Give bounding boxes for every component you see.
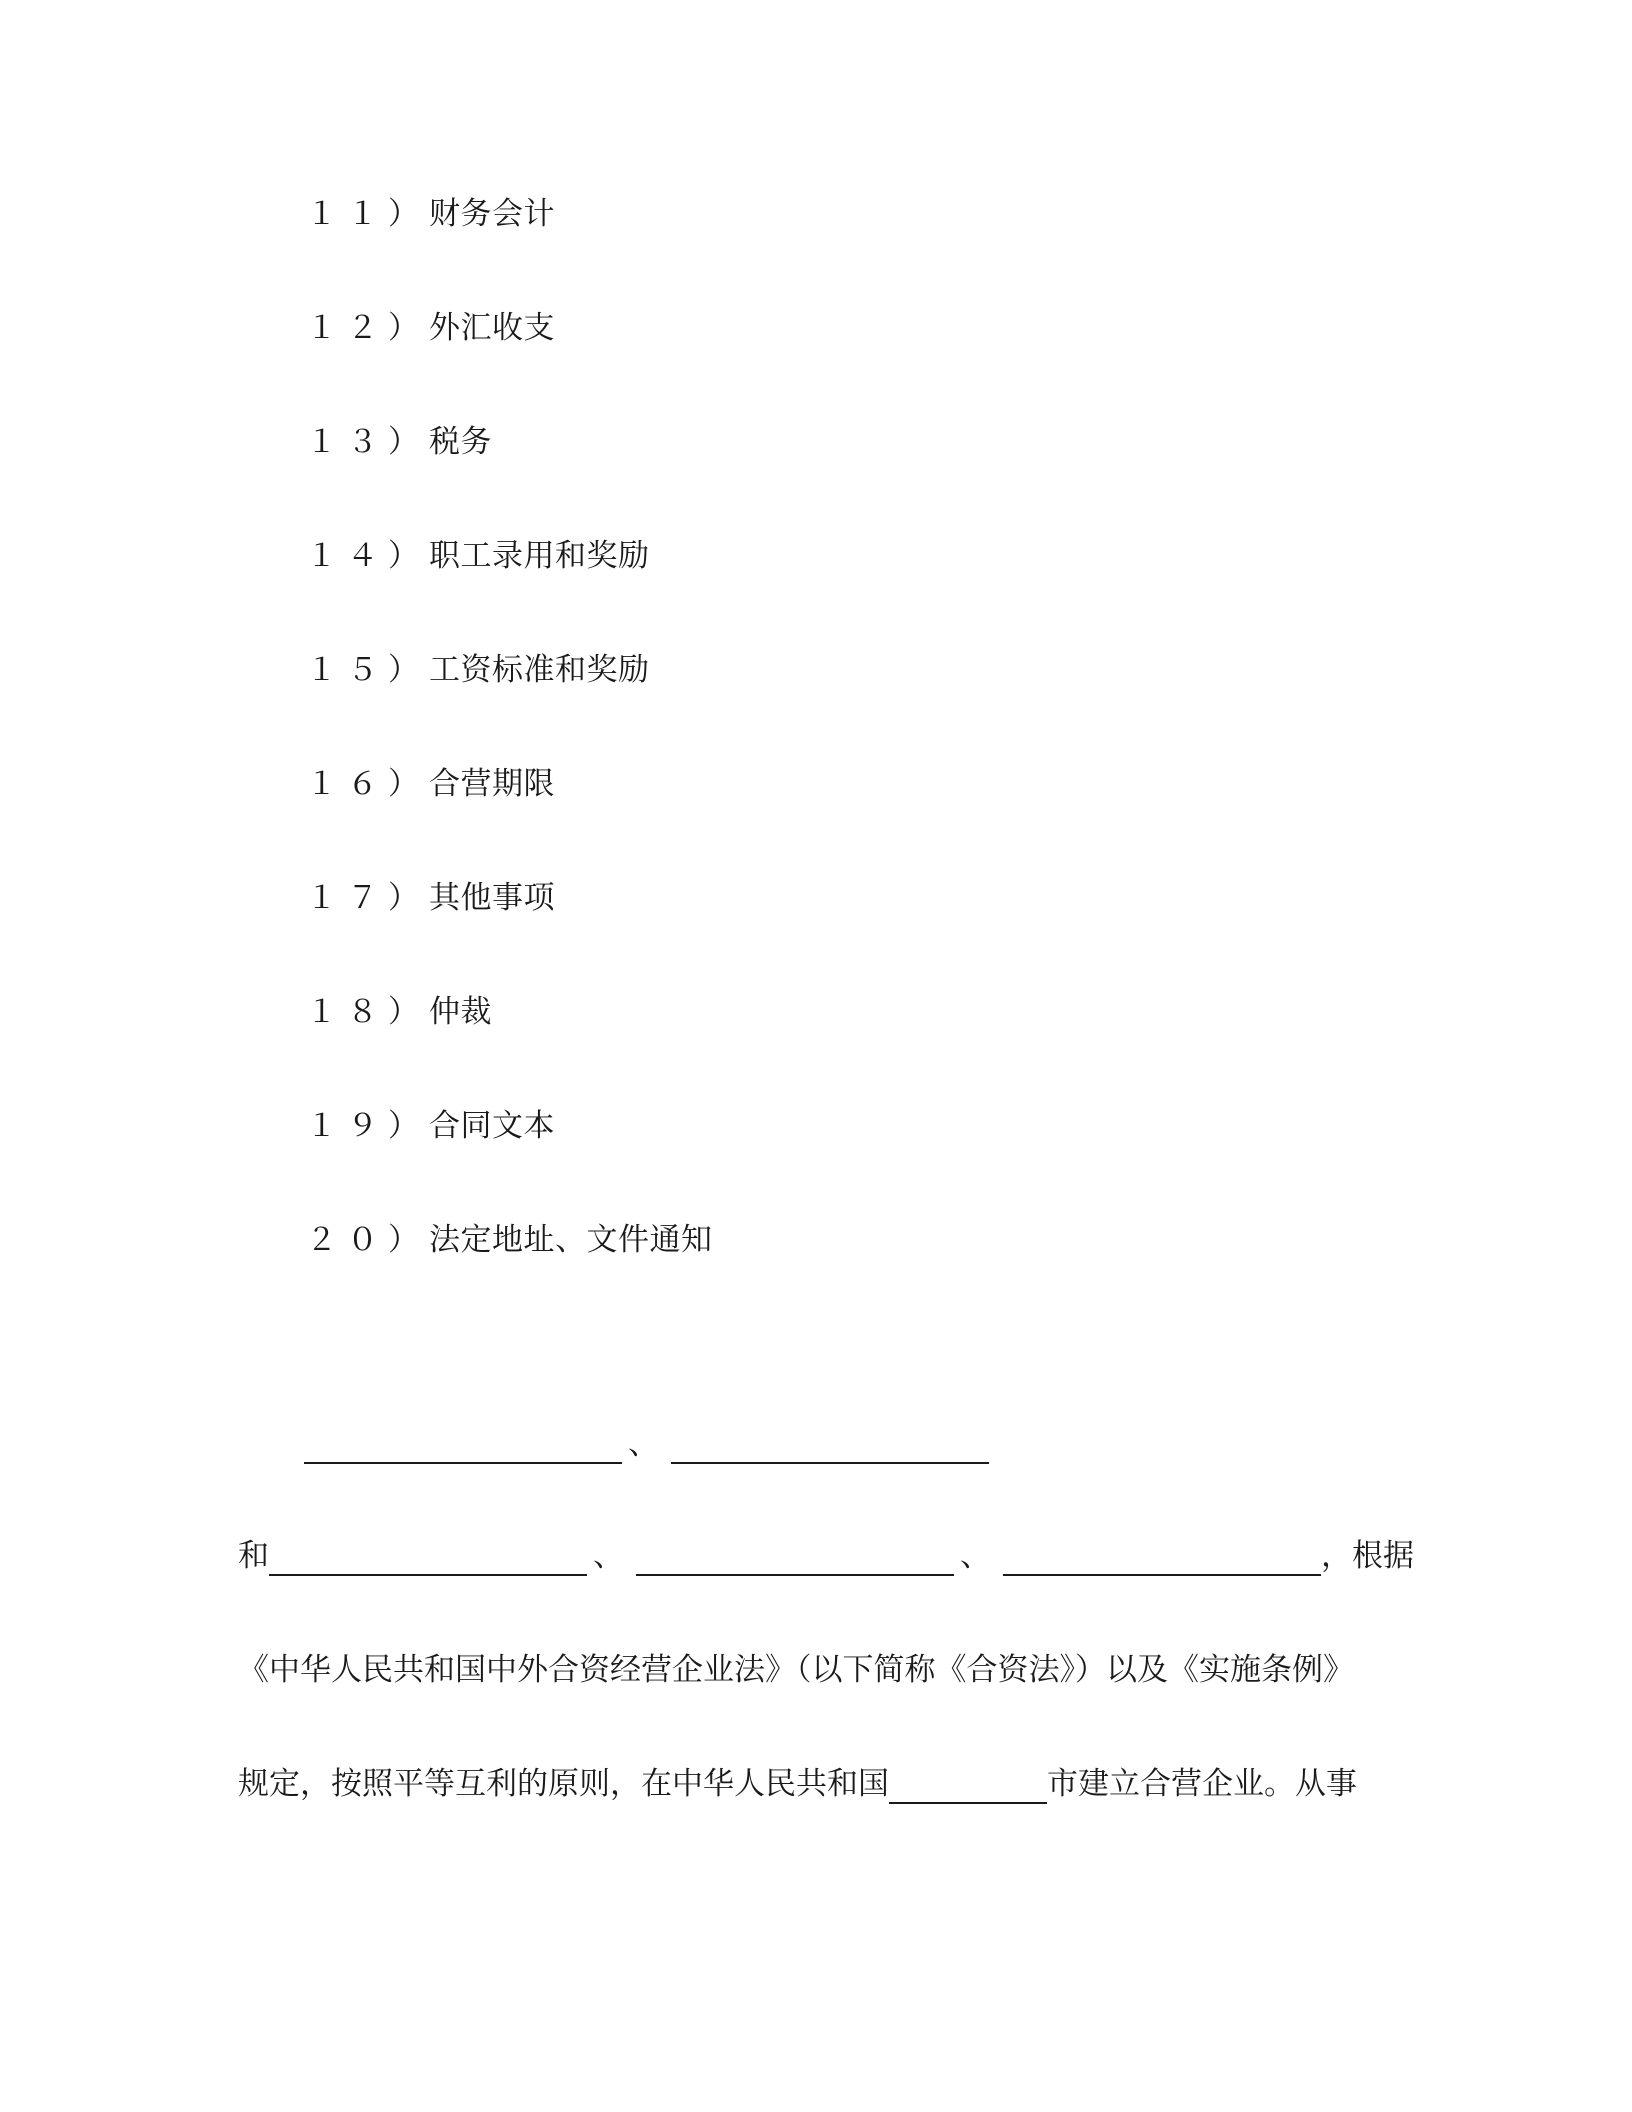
item-text: 工资标准和奖励 (429, 652, 650, 688)
party-blanks-line-2 (238, 1536, 1414, 1576)
party-name-blank[interactable] (1003, 1540, 1321, 1576)
list-item (306, 878, 555, 918)
conjunction-text: 和 (238, 1538, 269, 1574)
item-number: １５） (306, 652, 429, 688)
separator: 、 (628, 1426, 659, 1462)
item-number: １１） (306, 196, 429, 232)
item-number: １７） (306, 880, 429, 916)
body-text: 规定，按照平等互利的原则，在中华人民共和国 (238, 1766, 889, 1802)
list-item (306, 764, 555, 804)
item-number: １６） (306, 766, 429, 802)
party-name-blank[interactable] (636, 1540, 954, 1576)
list-item (306, 1220, 713, 1260)
list-item (306, 194, 555, 234)
city-blank[interactable] (889, 1768, 1047, 1804)
party-blanks-line-1 (304, 1424, 1454, 1464)
law-reference-line: 《中华人民共和国中外合资经营企业法》（以下简称《合资法》）以及《实施条例》 (238, 1652, 1354, 1688)
list-item (306, 536, 650, 576)
separator: 、 (593, 1538, 624, 1574)
separator: 、 (960, 1538, 991, 1574)
list-item (306, 308, 555, 348)
body-text: 市建立合营企业。从事 (1047, 1766, 1357, 1802)
item-text: 仲裁 (429, 994, 492, 1030)
item-text: 外汇收支 (429, 310, 555, 346)
list-item (306, 422, 492, 462)
party-name-blank[interactable] (304, 1428, 622, 1464)
party-name-blank[interactable] (269, 1540, 587, 1576)
item-text: 职工录用和奖励 (429, 538, 650, 574)
item-text: 财务会计 (429, 196, 555, 232)
item-number: １９） (306, 1108, 429, 1144)
item-number: １３） (306, 424, 429, 460)
list-item (306, 992, 492, 1032)
item-number: ２０） (306, 1222, 429, 1258)
list-item (306, 1106, 555, 1146)
party-name-blank[interactable] (671, 1428, 989, 1464)
item-text: 合营期限 (429, 766, 555, 802)
item-text: 其他事项 (429, 880, 555, 916)
city-line (238, 1764, 1388, 1804)
item-text: 法定地址、文件通知 (429, 1222, 713, 1258)
list-item (306, 650, 650, 690)
item-text: 合同文本 (429, 1108, 555, 1144)
item-text: 税务 (429, 424, 492, 460)
item-number: １４） (306, 538, 429, 574)
item-number: １２） (306, 310, 429, 346)
according-text: ，根据 (1321, 1538, 1414, 1574)
item-number: １８） (306, 994, 429, 1030)
